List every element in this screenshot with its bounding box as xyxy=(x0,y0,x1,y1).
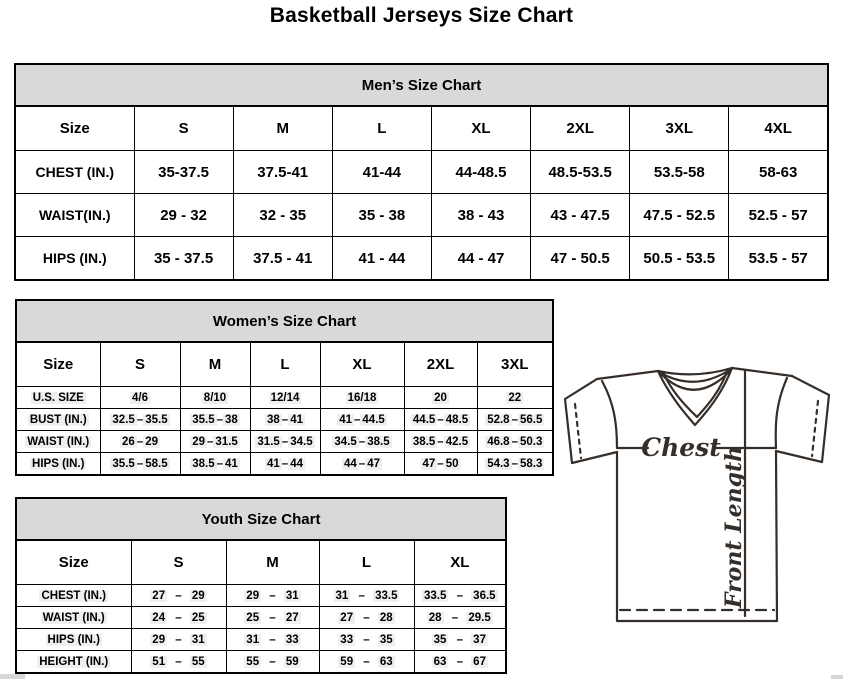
value-cell: 32 - 35 xyxy=(233,194,332,237)
value-cell: 41-44 xyxy=(332,151,431,194)
value-cell: 29 – 31 xyxy=(226,585,319,607)
value-cell: 34.5 – 38.5 xyxy=(320,431,404,453)
left-sleeve xyxy=(565,379,617,463)
size-header-m: M xyxy=(180,342,250,387)
mens-size-table xyxy=(14,63,829,281)
size-column-label: Size xyxy=(16,342,100,387)
measurement-row xyxy=(16,453,553,476)
value-cell: 37.5 - 41 xyxy=(233,237,332,281)
front-length-label: Front Length xyxy=(721,445,747,609)
value-cell: 35-37.5 xyxy=(134,151,233,194)
value-cell: 33.5 – 36.5 xyxy=(414,585,506,607)
right-sleeve xyxy=(776,376,829,462)
row-label: HEIGHT (IN.) xyxy=(16,651,131,674)
value-cell: 38 – 41 xyxy=(250,409,320,431)
value-cell: 20 xyxy=(404,387,477,409)
value-cell: 22 xyxy=(477,387,553,409)
row-label: BUST (IN.) xyxy=(16,409,100,431)
size-header-s: S xyxy=(134,106,233,151)
value-cell: 52.5 - 57 xyxy=(729,194,828,237)
measurement-row xyxy=(16,585,506,607)
value-cell: 50.5 - 53.5 xyxy=(630,237,729,281)
size-column-label: Size xyxy=(16,540,131,585)
value-cell: 38.5 – 42.5 xyxy=(404,431,477,453)
value-cell: 63 – 67 xyxy=(414,651,506,674)
value-cell: 55 – 59 xyxy=(226,651,319,674)
row-label: WAIST(IN.) xyxy=(15,194,134,237)
left-shoulder-line xyxy=(597,371,658,379)
value-cell: 35.5 – 38 xyxy=(180,409,250,431)
value-cell: 44 - 47 xyxy=(431,237,530,281)
value-cell: 41 - 44 xyxy=(332,237,431,281)
womens-size-table xyxy=(15,299,554,476)
size-header-l: L xyxy=(319,540,414,585)
value-cell: 33 – 35 xyxy=(319,629,414,651)
measurement-row xyxy=(16,387,553,409)
jersey-measurement-diagram xyxy=(555,355,843,640)
value-cell: 29 – 31 xyxy=(131,629,226,651)
size-header-s: S xyxy=(100,342,180,387)
row-label: U.S. SIZE xyxy=(16,387,100,409)
measurement-row xyxy=(16,409,553,431)
cropped-ui-fragment-bottom-right xyxy=(831,675,843,679)
size-header-3xl: 3XL xyxy=(630,106,729,151)
size-header-m: M xyxy=(233,106,332,151)
measurement-row xyxy=(16,607,506,629)
value-cell: 16/18 xyxy=(320,387,404,409)
value-cell: 31 – 33.5 xyxy=(319,585,414,607)
value-cell: 27 – 29 xyxy=(131,585,226,607)
value-cell: 27 – 28 xyxy=(319,607,414,629)
men-size-header-row xyxy=(15,106,828,151)
men-table-title: Men’s Size Chart xyxy=(15,64,828,106)
value-cell: 25 – 27 xyxy=(226,607,319,629)
youth-size-header-row xyxy=(16,540,506,585)
value-cell: 47 – 50 xyxy=(404,453,477,476)
size-header-2xl: 2XL xyxy=(404,342,477,387)
size-header-xl: XL xyxy=(320,342,404,387)
right-shoulder-line xyxy=(732,368,792,376)
value-cell: 35 - 37.5 xyxy=(134,237,233,281)
value-cell: 24 – 25 xyxy=(131,607,226,629)
value-cell: 28 – 29.5 xyxy=(414,607,506,629)
value-cell: 53.5-58 xyxy=(630,151,729,194)
value-cell: 12/14 xyxy=(250,387,320,409)
women-table-title: Women’s Size Chart xyxy=(16,300,553,342)
value-cell: 54.3 – 58.3 xyxy=(477,453,553,476)
value-cell: 26 – 29 xyxy=(100,431,180,453)
youth-table-title: Youth Size Chart xyxy=(16,498,506,540)
women-size-header-row xyxy=(16,342,553,387)
value-cell: 35 - 38 xyxy=(332,194,431,237)
value-cell: 31.5 – 34.5 xyxy=(250,431,320,453)
right-armhole-seam xyxy=(776,378,787,448)
value-cell: 52.8 – 56.5 xyxy=(477,409,553,431)
size-header-m: M xyxy=(226,540,319,585)
value-cell: 41 – 44 xyxy=(250,453,320,476)
row-label: WAIST (IN.) xyxy=(16,431,100,453)
jersey-body xyxy=(617,451,777,621)
size-header-4xl: 4XL xyxy=(729,106,828,151)
row-label: CHEST (IN.) xyxy=(15,151,134,194)
row-label: HIPS (IN.) xyxy=(15,237,134,281)
size-header-xl: XL xyxy=(414,540,506,585)
row-label: HIPS (IN.) xyxy=(16,629,131,651)
value-cell: 44.5 – 48.5 xyxy=(404,409,477,431)
right-cuff-dashed-line xyxy=(812,401,818,456)
measurement-row xyxy=(15,237,828,281)
row-label: WAIST (IN.) xyxy=(16,607,131,629)
value-cell: 47.5 - 52.5 xyxy=(630,194,729,237)
value-cell: 41 – 44.5 xyxy=(320,409,404,431)
measurement-row xyxy=(16,651,506,674)
value-cell: 44-48.5 xyxy=(431,151,530,194)
value-cell: 35 – 37 xyxy=(414,629,506,651)
measurement-row xyxy=(15,194,828,237)
size-header-l: L xyxy=(332,106,431,151)
page-title: Basketball Jerseys Size Chart xyxy=(269,4,574,27)
value-cell: 46.8 – 50.3 xyxy=(477,431,553,453)
value-cell: 53.5 - 57 xyxy=(729,237,828,281)
size-header-xl: XL xyxy=(431,106,530,151)
value-cell: 51 – 55 xyxy=(131,651,226,674)
value-cell: 35.5 – 58.5 xyxy=(100,453,180,476)
value-cell: 37.5-41 xyxy=(233,151,332,194)
value-cell: 8/10 xyxy=(180,387,250,409)
value-cell: 32.5 – 35.5 xyxy=(100,409,180,431)
value-cell: 29 – 31.5 xyxy=(180,431,250,453)
row-label: CHEST (IN.) xyxy=(16,585,131,607)
jersey-diagram-svg xyxy=(555,355,843,640)
measurement-row xyxy=(15,151,828,194)
row-label: HIPS (IN.) xyxy=(16,453,100,476)
jersey-outline xyxy=(565,368,829,621)
value-cell: 47 - 50.5 xyxy=(531,237,630,281)
size-header-s: S xyxy=(131,540,226,585)
measurement-row xyxy=(16,629,506,651)
measurement-row xyxy=(16,431,553,453)
chest-label: Chest xyxy=(641,433,721,462)
value-cell: 44 – 47 xyxy=(320,453,404,476)
men-table-title-row xyxy=(15,64,828,106)
value-cell: 48.5-53.5 xyxy=(531,151,630,194)
youth-size-table xyxy=(15,497,507,674)
cropped-ui-fragment-bottom-left xyxy=(0,674,25,679)
value-cell: 38.5 – 41 xyxy=(180,453,250,476)
collar-top-edge xyxy=(658,368,732,374)
size-header-3xl: 3XL xyxy=(477,342,553,387)
value-cell: 43 - 47.5 xyxy=(531,194,630,237)
value-cell: 58-63 xyxy=(729,151,828,194)
youth-table-title-row xyxy=(16,498,506,540)
size-column-label: Size xyxy=(15,106,134,151)
women-table-title-row xyxy=(16,300,553,342)
value-cell: 38 - 43 xyxy=(431,194,530,237)
size-header-2xl: 2XL xyxy=(531,106,630,151)
value-cell: 4/6 xyxy=(100,387,180,409)
value-cell: 31 – 33 xyxy=(226,629,319,651)
value-cell: 29 - 32 xyxy=(134,194,233,237)
left-cuff-dashed-line xyxy=(575,404,581,458)
size-header-l: L xyxy=(250,342,320,387)
left-armhole-seam xyxy=(602,381,617,448)
value-cell: 59 – 63 xyxy=(319,651,414,674)
